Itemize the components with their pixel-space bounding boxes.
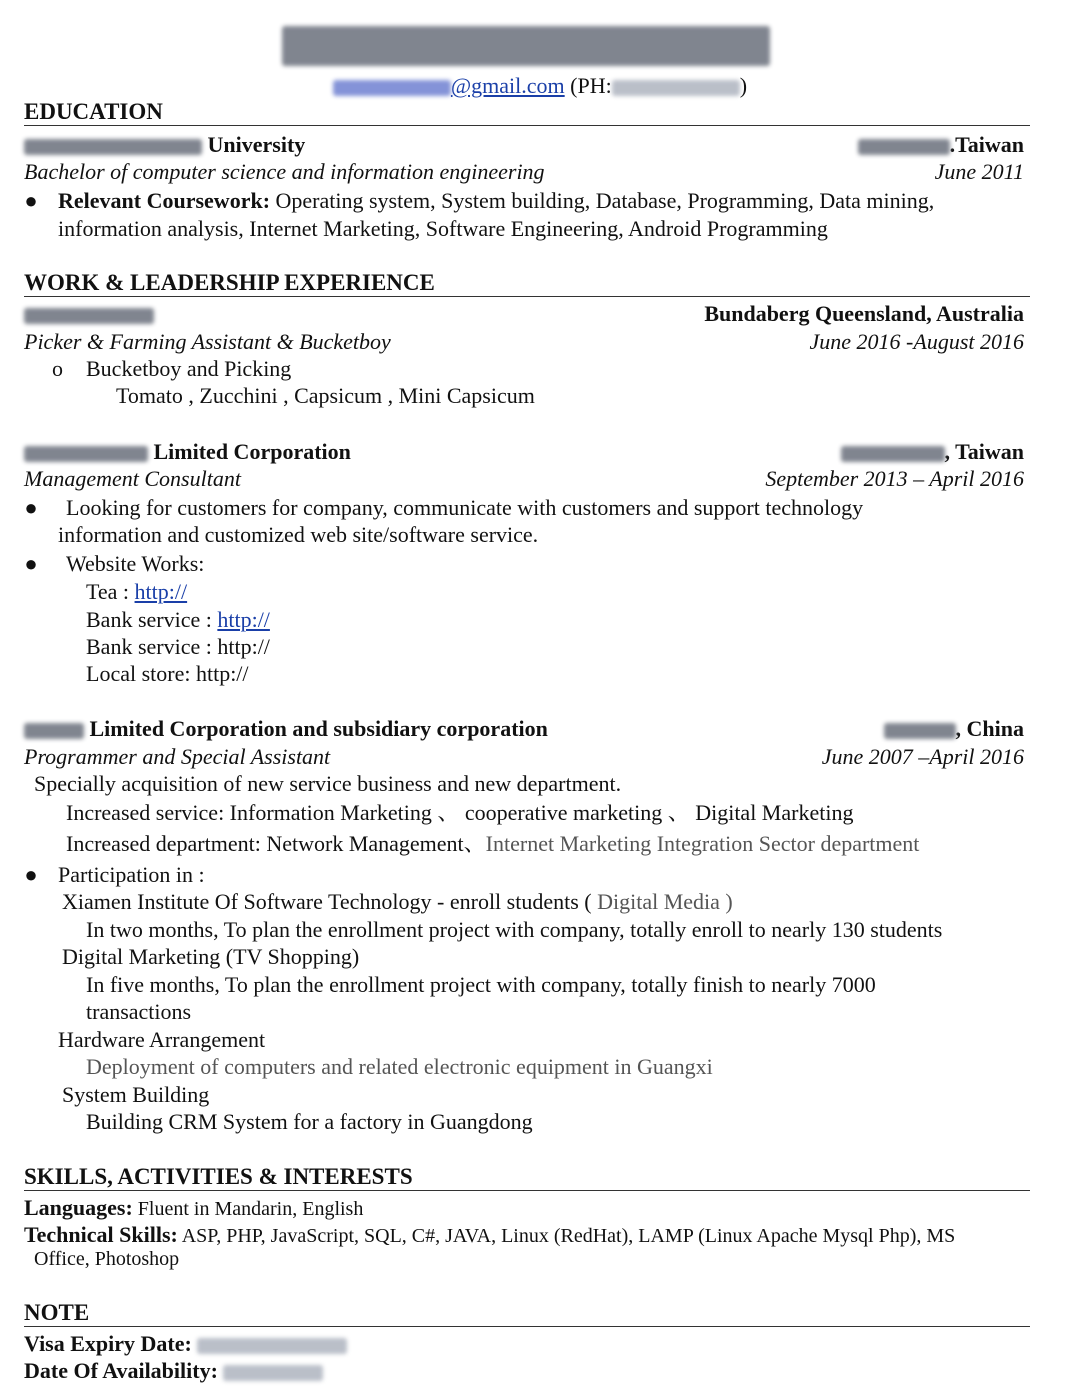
bullet: ● [24, 188, 38, 213]
redacted-visa-date [197, 1338, 347, 1354]
job3-line3-b: Internet Marketing Integration Sector department [485, 831, 920, 856]
job3-p4-detail: Building CRM System for a factory in Guangdong [86, 1109, 533, 1134]
redacted-availability [223, 1365, 323, 1381]
job2-date: September 2013 – April 2016 [765, 466, 1024, 491]
phone-label: (PH: [570, 73, 612, 98]
site-row-tea [86, 578, 187, 605]
bullet: ● [24, 862, 38, 887]
languages-row [24, 1194, 363, 1223]
site-link[interactable]: http:// [134, 579, 188, 604]
availability-row [24, 1357, 323, 1384]
coursework-line-2: information analysis, Internet Marketing, Software Engineering, Android Programming [58, 216, 828, 241]
tech-value-1: ASP, PHP, JavaScript, SQL, C#, JAVA, Linux (RedHat), LAMP (Linux Apache Mysql Php), MS [177, 1225, 956, 1247]
job3-p2-detail1: In five months, To plan the enrollment project with company, totally finish to nearly 7000 [86, 972, 876, 997]
coursework-text: Operating system, System building, Database, Programming, Data mining, [270, 188, 935, 213]
job2-header-row [24, 438, 1024, 465]
job3-p1 [62, 888, 733, 915]
email-domain[interactable]: @gmail.com [450, 73, 565, 98]
job3-p1-detail: In two months, To plan the enrollment project with company, totally enroll to nearly 130 students [86, 917, 943, 942]
redacted-company [24, 308, 154, 324]
job1-header-row [24, 300, 1024, 327]
tech-row-2: Office, Photoshop [34, 1248, 180, 1270]
job1-item: Bucketboy and Picking [86, 356, 292, 381]
site-url-text: http:// [195, 661, 249, 686]
job3-p3: Hardware Arrangement [58, 1027, 266, 1052]
job2-role: Management Consultant [24, 466, 241, 491]
p1-c: ) [719, 889, 733, 914]
job2-website-works: Website Works: [66, 551, 205, 576]
redacted-company [24, 723, 84, 739]
graduation-date: June 2011 [934, 159, 1024, 184]
p1-b: Digital Media [597, 889, 720, 914]
job1-detail: Tomato , Zucchini , Capsicum , Mini Capsicum [116, 383, 535, 408]
school-suffix: University [207, 132, 306, 157]
site-url-text: http:// [217, 634, 270, 659]
job1-location: Bundaberg Queensland, Australia [704, 301, 1024, 326]
site-row-bank-2 [86, 633, 270, 660]
job3-participation: Participation in : [58, 862, 205, 887]
job2-role-row [24, 465, 1024, 492]
job3-location [884, 715, 1024, 742]
bullet: ● [24, 495, 38, 520]
redacted-name [282, 26, 770, 66]
bullet: ● [24, 551, 38, 576]
job3-role-row [24, 743, 1024, 770]
site-label: Bank service : [86, 634, 218, 659]
name-heading [282, 22, 770, 70]
degree: Bachelor of computer science and information engineering [24, 159, 545, 184]
job3-p2-detail2: transactions [86, 999, 192, 1024]
site-row-local-store [86, 660, 249, 687]
job1-role: Picker & Farming Assistant & Bucketboy [24, 329, 391, 354]
job3-company-suffix: Limited Corporation and subsidiary corporation [89, 716, 548, 741]
school-name [24, 131, 305, 158]
redacted-city [884, 723, 956, 739]
job3-p3-detail: Deployment of computers and related electronic equipment in Guangxi [86, 1054, 713, 1079]
job3-line2: Increased service: Information Marketing 、 cooperative marketing 、 Digital Marketing [66, 800, 854, 825]
education-degree-row [24, 158, 1024, 185]
section-note: NOTE [24, 1301, 1030, 1327]
job3-header-row [24, 715, 1024, 742]
job3-location-suffix: , China [955, 716, 1024, 741]
school-location [858, 131, 1024, 158]
contact-line [0, 72, 1080, 100]
education-school-row [24, 131, 1024, 158]
job2-bullet1-line2: information and customized web site/software service. [58, 522, 539, 547]
job1-company [24, 300, 154, 327]
site-label: Bank service : [86, 607, 218, 632]
job1-date: June 2016 -August 2016 [809, 329, 1024, 354]
job3-line1: Specially acquisition of new service business and new department. [34, 771, 622, 796]
job2-location-suffix: , Taiwan [944, 439, 1024, 464]
job3-line3-a: Increased department: Network Management、 [66, 831, 486, 856]
section-skills: SKILLS, ACTIVITIES & INTERESTS [24, 1165, 1030, 1191]
job1-role-row [24, 328, 1024, 355]
coursework-line-1 [58, 187, 934, 214]
job3-role: Programmer and Special Assistant [24, 744, 331, 769]
visa-row [24, 1330, 347, 1357]
section-education: EDUCATION [24, 100, 1030, 126]
job2-company [24, 438, 351, 465]
languages-label: Languages: [24, 1195, 133, 1220]
job2-bullet1-line1: Looking for customers for company, communicate with customers and support technology [66, 495, 864, 520]
redacted-school [24, 139, 202, 155]
job1-sub-bullet: o [52, 356, 63, 381]
redacted-email-user [333, 80, 451, 96]
job2-location [841, 438, 1025, 465]
availability-label: Date Of Availability: [24, 1358, 218, 1383]
tech-label: Technical Skills: [24, 1222, 178, 1247]
redacted-company [24, 446, 148, 462]
visa-label: Visa Expiry Date: [24, 1331, 192, 1356]
phone-close: ) [739, 73, 748, 98]
section-work: WORK & LEADERSHIP EXPERIENCE [24, 271, 1030, 297]
job3-p2: Digital Marketing (TV Shopping) [62, 944, 360, 969]
site-row-bank-1 [86, 606, 270, 633]
coursework-label: Relevant Coursework: [58, 188, 271, 213]
job3-line3 [66, 830, 919, 857]
redacted-city [858, 139, 950, 155]
job3-company [24, 715, 548, 742]
site-label: Local store: [86, 661, 196, 686]
site-label: Tea : [86, 579, 135, 604]
school-location-suffix: .Taiwan [949, 132, 1024, 157]
job2-company-suffix: Limited Corporation [153, 439, 351, 464]
languages-value: Fluent in Mandarin, English [132, 1198, 364, 1220]
redacted-phone [612, 80, 740, 96]
job3-date: June 2007 –April 2016 [821, 744, 1024, 769]
redacted-city [841, 446, 945, 462]
p1-a: Xiamen Institute Of Software Technology - enroll students ( [62, 889, 598, 914]
job3-p4: System Building [62, 1082, 210, 1107]
site-link[interactable]: http:// [217, 607, 270, 632]
